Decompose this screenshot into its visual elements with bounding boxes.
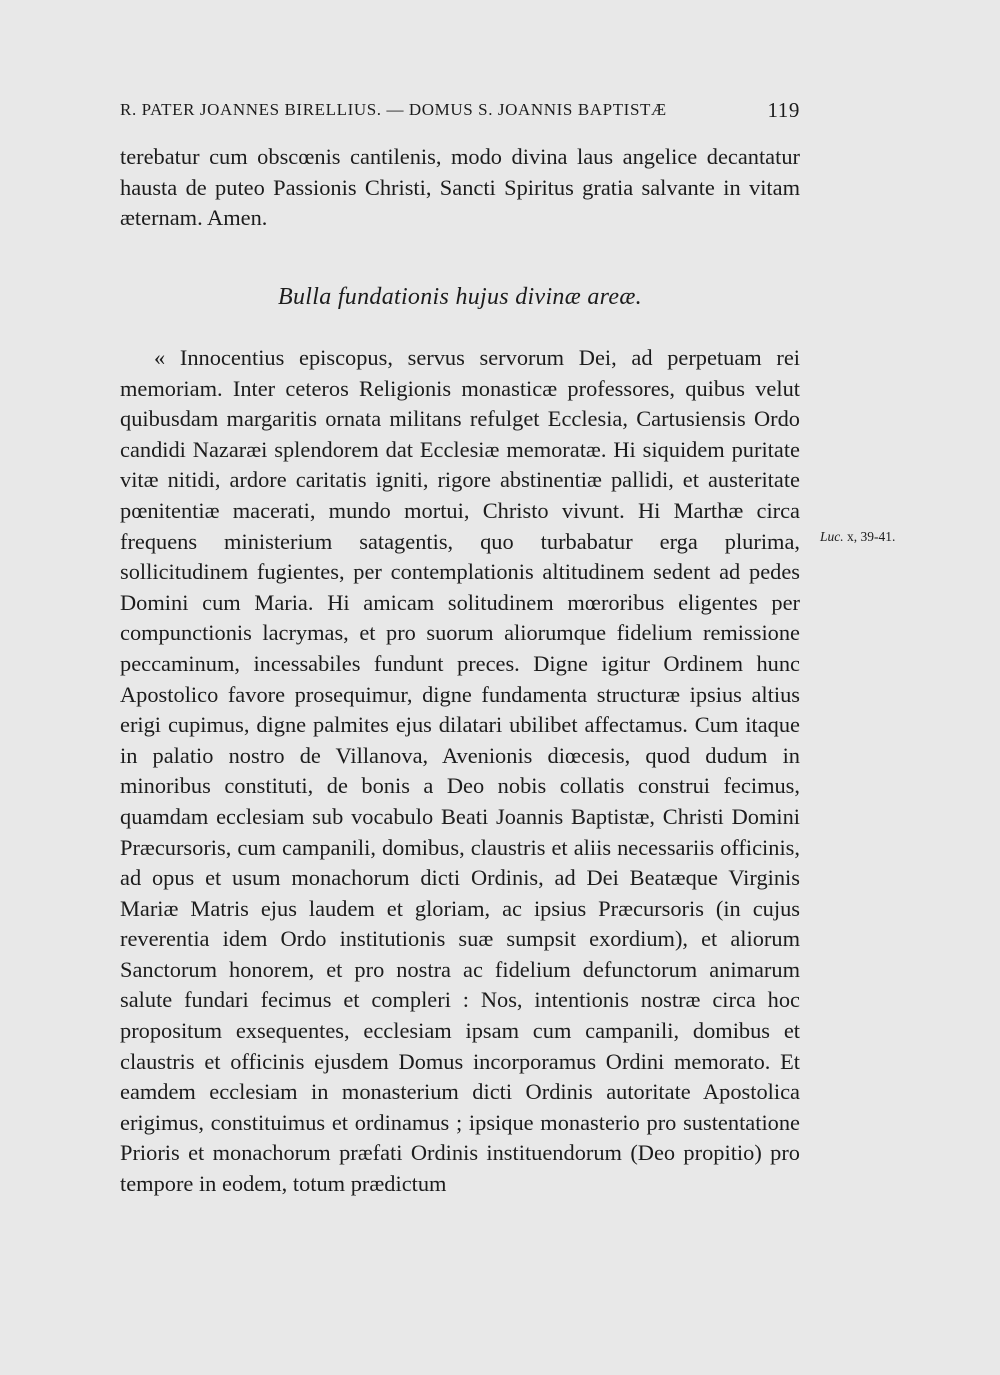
margin-citation-location: x, 39-41. bbox=[847, 529, 896, 544]
body-text-block-1 bbox=[120, 142, 800, 234]
margin-citation-book: Luc. bbox=[820, 529, 844, 544]
section-heading: Bulla fundationis hujus divinæ areæ. bbox=[278, 284, 642, 310]
margin-citation bbox=[820, 527, 895, 547]
running-header bbox=[120, 96, 800, 124]
body-text-block-2 bbox=[120, 343, 800, 1200]
running-title: R. PATER JOANNES BIRELLIUS. — DOMUS S. JOANNIS BAPTISTÆ bbox=[120, 100, 667, 119]
page-number: 119 bbox=[767, 98, 800, 122]
paragraph-2: « Innocentius episcopus, servus servorum Dei, ad perpetuam rei memoriam. Inter ceteros Religionis monasticæ professores, quibus velut quibusdam margaritis ornata militans refulget Ecclesia, Cartusiensis Ordo candidi Nazaræi splendorem dat Ecclesiæ memoratæ. Hi siquidem puritate vitæ nitidi, ardore caritatis igniti, rigore abstinentiæ pallidi, et austeritate pœnitentiæ macerati, mundo mortui, Christo vivunt. Hi Marthæ circa frequens ministerium satagentis, quo turbabatur erga plurima, sollicitudinem fugientes, per contemplationis altitudinem sedent ad pedes Domini cum Maria. Hi amicam solitudinem mœroribus eligentes per compunctionis lacrymas, et pro suorum aliorumque fidelium remissione peccaminum, incessabiles fundunt preces. Digne igitur Ordinem hunc Apostolico favore prosequimur, digne fundamenta structuræ ipsius altius erigi cupimus, digne palmites ejus dilatari ubilibet affectamus. Cum itaque in palatio nostro de Villanova, Avenionis diœcesis, quod dudum in minoribus constituti, de bonis a Deo nobis collatis construi fecimus, quamdam ecclesiam sub vocabulo Beati Joannis Baptistæ, Christi Domini Præcursoris, cum campanili, domibus, claustris et aliis necessariis officinis, ad opus et usum monachorum dicti Ordinis, ad Dei Beatæque Virginis Mariæ Matris ejus laudem et gloriam, ac ipsius Præcursoris (in cujus reverentia idem Ordo institutionis suæ sumpsit exordium), et aliorum Sanctorum honorem, et pro nostra ac fidelium defunctorum animarum salute fundari fecimus et compleri : Nos, intentionis nostræ circa hoc propositum exsequentes, ecclesiam ipsam cum campanili, domibus et claustris et officinis ejusdem Domus incorporamus Ordini memorato. Et eamdem ecclesiam in monasterium dicti Ordinis autoritate Apostolica erigimus, constituimus et ordinamus ; ipsique monasterio pro sustentatione Prioris et monachorum præfati Ordinis instituendorum (Deo propitio) pro tempore in eodem, totum prædictum bbox=[120, 345, 800, 1197]
paragraph-1: terebatur cum obscœnis cantilenis, modo divina laus angelice decantatur hausta de puteo Passionis Christi, Sancti Spiritus gratia salvante in vitam æternam. Amen. bbox=[120, 144, 800, 231]
